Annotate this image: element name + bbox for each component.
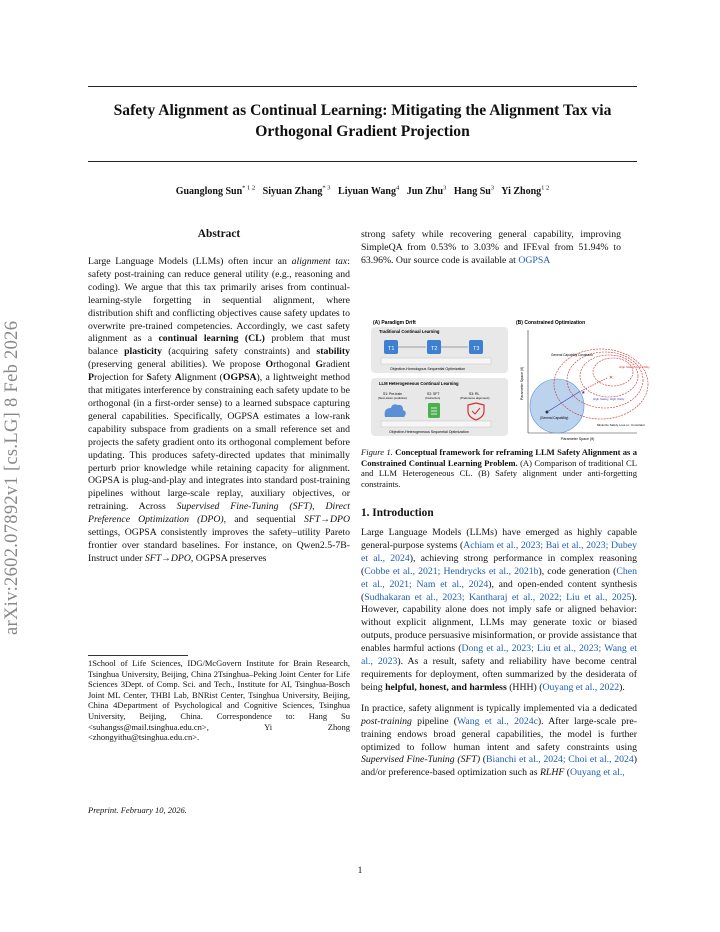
arxiv-sidebar-stamp: arXiv:2602.07892v1 [cs.LG] 8 Feb 2026 <box>2 320 22 636</box>
caption-label: Figure 1. <box>361 447 393 457</box>
param-space-x: Parameter Space (θ) <box>561 437 595 441</box>
abstract-continued <box>361 229 621 268</box>
page-number: 1 <box>357 866 363 876</box>
stage-3-label: S3: RL <box>469 392 480 396</box>
traditional-cl-title: Traditional Continual Learning <box>379 329 440 334</box>
footnote-rule <box>88 655 188 656</box>
top-rule <box>88 86 637 87</box>
panel-b-title: (B) Constrained Optimization <box>516 320 586 326</box>
affiliation-text: 1School of Life Sciences, IDG/McGovern Institute for Brain Research, Tsinghua University, Beijing, China 2Tsinghua–Peking Joint Center for Life Sciences 3Dept. of Comp. Sci. and Tech., Institute for AI, Tsinghua-Bosch Joint ML Center, THBI Lab, BNRist Center, Tsinghua University, Beijing, China 4Department of Psychological and Cognitive Sciences, Tsinghua University, Beijing, China. Correspondence to: Hang Su <suhangss@mail.tsinghua.edu.cn>, Yi Zhong <zhongyithu@tsinghua.edu.cn>. <box>88 658 350 743</box>
stage-2-label: S2: SFT <box>427 392 440 396</box>
llm-footer: Objective-Heterogeneous Sequential Optimization <box>389 430 469 434</box>
stage-2-sub: (Instruction) <box>425 396 441 400</box>
optimum-star-icon: ★ <box>581 390 586 396</box>
param-space-y: Parameter Space (θ) <box>520 366 524 400</box>
high-safety-low-label: High Safety, Low Utility <box>619 365 650 369</box>
stage-3-sub: (Preference alignment) <box>460 396 490 400</box>
caption-rest: (A) Comparison of traditional CL and LLM Heterogeneous CL. (B) Safety alignment under anti-forgetting constraints. <box>361 457 637 489</box>
llm-cl-title: LLM Heterogeneous Continual Learning <box>379 381 459 386</box>
paper-title: Safety Alignment as Continual Learning: Mitigating the Alignment Tax via Orthogonal Gradient Projection <box>113 102 612 140</box>
traditional-footer-bar <box>381 358 491 364</box>
code-link[interactable]: OGPSA <box>518 254 551 266</box>
high-safety-high-label: High Safety, High Utility <box>593 397 625 401</box>
general-constraint-label: General Capability Constraint <box>551 353 593 357</box>
author-3: Liyuan Wang$^4$ <box>338 185 400 198</box>
intro-text: Large Language Models (LLMs) have emerged as highly capable general-purpose systems (Achiam et al., 2023; Bai et al., 2023; Dubey et al., 2024), achieving strong performance in complex reasoning (Cobbe et al., 2021; Hendrycks et al., 2021b), code generation (Chen et al., 2021; Nam et al., 2024), and open-ended content synthesis (Sudhakaran et al., 2023; Kantharaj et al., 2022; Liu et al., 2025). However, capability alone does not imply safe or aligned behavior: without explicit alignment, LLMs may generate toxic or biased outputs, produce persuasive misinformation, or provide assistance that enables harmful actions (Dong et al., 2023; Liu et al., 2023; Wang et al., 2023). As a result, safety and reliability have become central requirements for deployment, often summarized by the desiderata of being helpful, honest, and harmless (HHH) (Ouyang et al., 2022). In practice, safety alignment is typically implemented via a dedicated post-training pipeline (Wang et al., 2024c). After large-scale pre-training endows broad general capabilities, the model is further optimized to follow human intent and safety constraints using Supervised Fine-Tuning (SFT) (Bianchi et al., 2024; Choi et al., 2024) and/or preference-based optimization such as RLHF (Ouyang et al., <box>361 527 637 779</box>
preprint-date: Preprint. February 10, 2026. <box>88 805 187 815</box>
panel-a-title: (A) Paradigm Drift <box>373 320 416 326</box>
abstract-heading: Abstract <box>197 228 241 240</box>
author-6: Yi Zhong$^{1 2}$ <box>501 185 550 198</box>
author-2: Siyuan Zhang$^{* 3}$ <box>262 185 331 198</box>
llm-footer-bar <box>381 421 491 427</box>
title-bottom-rule <box>88 161 637 162</box>
intro-heading: 1. Introduction <box>361 507 434 519</box>
task-t2-label: T2 <box>431 346 438 352</box>
figure-1-svg <box>361 316 650 446</box>
unconstrained-point-icon: ✕ <box>609 375 614 381</box>
stage-1-label: S1: Pre-train <box>383 392 403 396</box>
stage-1-sub: (Next-token prediction) <box>378 396 408 400</box>
author-5: Hang Su$^3$ <box>453 185 495 198</box>
author-4: Jun Zhu$^3$ <box>406 185 447 198</box>
general-capability-label: (General Capability) <box>540 416 569 420</box>
clipboard-icon <box>428 403 440 418</box>
safety-contour-1 <box>593 358 633 386</box>
traditional-footer: Objective-Homologous Sequential Optimization <box>390 367 466 371</box>
abstract-text: Large Language Models (LLMs) often incur an alignment tax: safety post-training can reduce general utility (e.g., reasoning and coding). We argue that this tax primarily arises from continual-learning-style forgetting in sequential alignment, where distribution shift and conflicting objectives cause safety updates to overwrite pre-trained competencies. Accordingly, we cast safety alignment as a continual learning (CL) problem that must balance plasticity (acquiring safety constraints) and stability (preserving general abilities). We propose Orthogonal Gradient Projection for Safety Alignment (OGPSA), a lightweight method that mitigates interference by constraining each safety update to be orthogonal (in a first-order sense) to a learned subspace capturing general capabilities. Specifically, OGPSA estimates a low-rank capability subspace from gradients on a small reference set and projects the safety gradient onto its orthogonal complement before updating. This produces safety-directed updates that minimally perturb prior knowledge while retaining capacity for alignment. OGPSA is plug-and-play and integrates into standard post-training pipelines without large-scale replay, auxiliary objectives, or retraining. Across Supervised Fine-Tuning (SFT), Direct Preference Optimization (DPO), and sequential SFT→DPO settings, OGPSA consistently improves the safety–utility Pareto frontier over standard baselines. For instance, on Qwen2.5-7B-Instruct under SFT→DPO, OGPSA preserves <box>88 256 351 564</box>
affiliation-footnote <box>88 658 350 743</box>
caption-title: Conceptual framework for reframing LLM Safety Alignment as a Constrained Continual Learning Problem. <box>361 447 637 468</box>
task-t3-label: T3 <box>473 346 480 352</box>
task-t1-label: T1 <box>388 346 395 352</box>
figure-1 <box>361 316 650 446</box>
author-list <box>88 185 637 197</box>
abstract-continued-text: strong safety while recovering general capability, improving SimpleQA from 0.53% to 3.03% and IFEval from 51.94% to 63.96%. Our source code is available at <box>361 229 621 266</box>
author-1: Guanglong Sun$^{* 1 2}$ <box>175 185 256 198</box>
figure-1-caption <box>361 447 637 489</box>
minimize-label: Minimize Safety Loss s.t. Constraint <box>597 423 645 427</box>
